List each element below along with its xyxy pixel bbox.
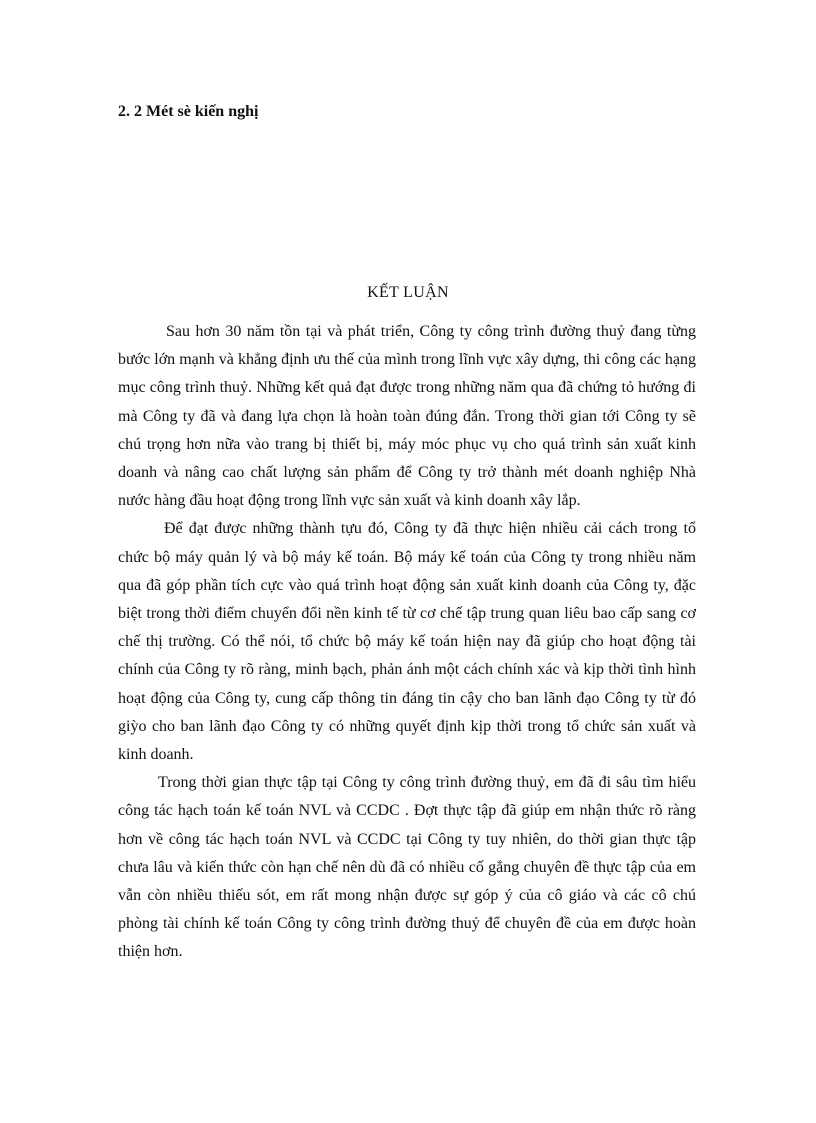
paragraph-development: Sau hơn 30 năm tồn tại và phát triển, Công ty công trình đường thuỷ đang từng bước lớn mạnh và khẳng định ưu thế của mình trong lĩnh vực xây dựng, thi công các hạng mục công trình thuỷ. Những kết quả đạt được trong những năm qua đã chứng tỏ hướng đi mà Công ty đã và đang lựa chọn là hoàn toàn đúng đắn. Trong thời gian tới Công ty sẽ chú trọng hơn nữa vào trang bị thiết bị, máy móc phục vụ cho quá trình sản xuất kinh doanh và nâng cao chất lượng sản phẩm để Công ty trở thành mét doanh nghiệp Nhà nước hàng đầu hoạt động trong lĩnh vực sản xuất và kinh doanh xây lắp.	[118, 323, 696, 510]
conclusion-title: KẾT LUẬN	[367, 284, 449, 301]
paragraph-internship: Trong thời gian thực tập tại Công ty công trình đường thuỷ, em đã đi sâu tìm hiểu công tác hạch toán kế toán NVL và CCDC . Đợt thực tập đã giúp em nhận thức rõ ràng hơn về công tác hạch toán NVL và CCDC tại Công ty tuy nhiên, do thời gian thực tập chưa lâu và kiến thức còn hạn chế nên dù đã có nhiều cố gắng chuyên đề thực tập của em vẫn còn nhiều thiếu sót, em rất mong nhận được sự góp ý của cô giáo và các cô chú phòng tài chính kế toán Công ty công trình đường thuỷ để chuyên đề của em được hoàn thiện hơn.	[118, 774, 696, 961]
paragraph-accounting-apparatus: Để đạt được những thành tựu đó, Công ty đã thực hiện nhiều cải cách trong tổ chức bộ máy quản lý và bộ máy kế toán. Bộ máy kế toán của Công ty trong nhiều năm qua đã góp phần tích cực vào quá trình hoạt động sản xuất kinh doanh của Công ty, đặc biệt trong thời điểm chuyển đổi nền kinh tế từ cơ chế tập trung quan liêu bao cấp sang cơ chế thị trường. Có thể nói, tổ chức bộ máy kế toán hiện nay đã giúp cho hoạt động tài chính của Công ty rõ ràng, minh bạch, phản ánh một cách chính xác và kịp thời tình hình hoạt động của Công ty, cung cấp thông tin đáng tin cậy cho ban lãnh đạo Công ty từ đó giỳo cho ban lãnh đạo Công ty có những quyết định kịp thời trong tổ chức sản xuất và kinh doanh.	[118, 520, 696, 764]
conclusion-body	[118, 318, 696, 967]
section-heading: 2. 2 Mét sè kiến nghị	[118, 103, 259, 120]
